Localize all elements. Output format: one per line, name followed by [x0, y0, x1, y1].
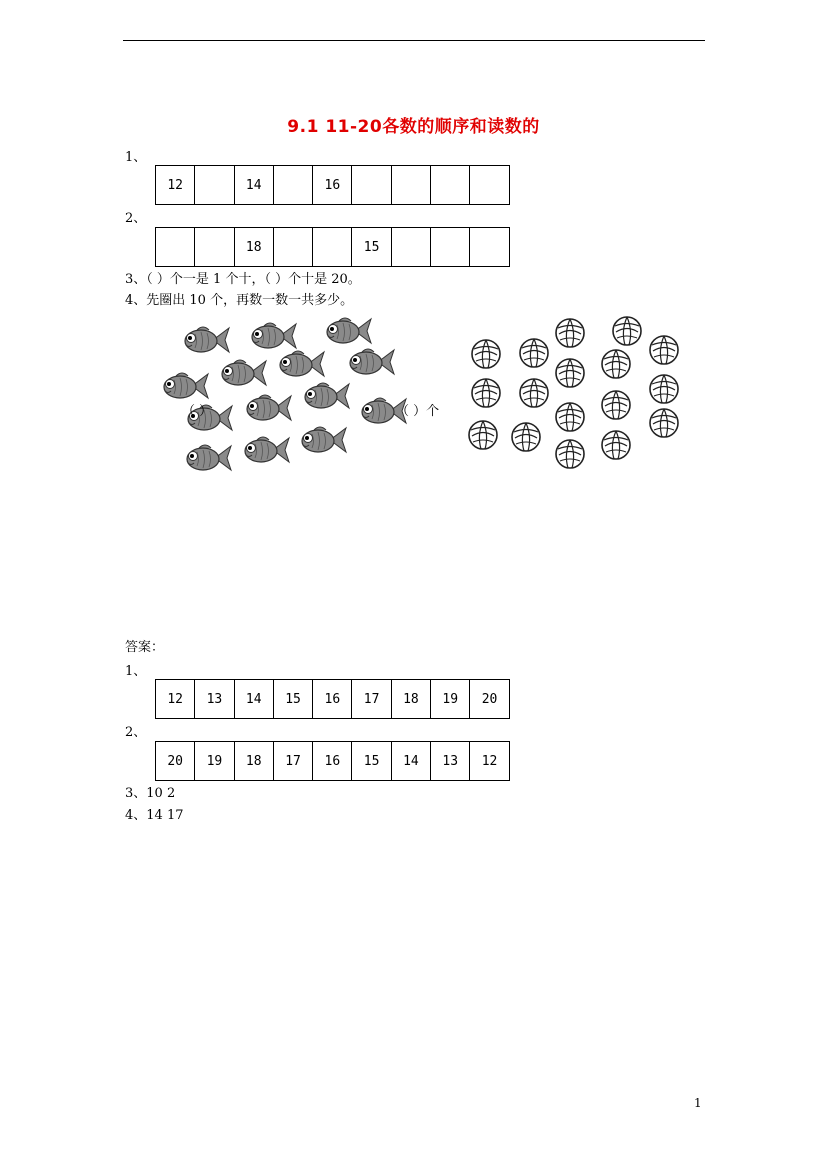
q1-cell: 12 [156, 166, 195, 205]
a3-text: 3、10 2 [125, 786, 176, 801]
a4-text: 4、14 17 [125, 808, 184, 823]
a2-number-grid [155, 741, 510, 781]
volleyball-icon [648, 373, 680, 405]
a1-number-grid [155, 679, 510, 719]
a1-cell: 14 [234, 680, 273, 719]
a2-cell: 18 [234, 742, 273, 781]
a2-cell: 12 [470, 742, 509, 781]
goldfish-icon [300, 422, 348, 458]
q2-cell [431, 228, 470, 267]
volleyball-icon [600, 389, 632, 421]
q3-text: 3、（ ）个一是 1 个十，（ ）个十是 20。 [125, 272, 361, 287]
q1-cell [470, 166, 509, 205]
volleyball-icon [554, 401, 586, 433]
a1-cell: 20 [470, 680, 509, 719]
q1-label: 1、 [125, 150, 147, 165]
q1-cell [273, 166, 312, 205]
a2-cell: 14 [391, 742, 430, 781]
q2-cell: 18 [234, 228, 273, 267]
a1-label: 1、 [125, 664, 147, 679]
volleyball-icon [554, 317, 586, 349]
q1-cell: 14 [234, 166, 273, 205]
ball-count-paren: （ ）个 [396, 404, 440, 419]
volleyball-icon [470, 377, 502, 409]
a2-cell: 20 [156, 742, 195, 781]
goldfish-icon [220, 355, 268, 391]
answers-heading: 答案： [125, 640, 165, 655]
q1-cell [195, 166, 234, 205]
q4-text: 4、先圈出 10 个，再数一数一共多少。 [125, 293, 354, 308]
goldfish-icon [303, 378, 351, 414]
q1-number-grid [155, 165, 510, 205]
volleyball-icon [518, 337, 550, 369]
q2-number-grid [155, 227, 510, 267]
page-title: 9.1 11-20各数的顺序和读数的 [287, 117, 540, 137]
q2-cell [391, 228, 430, 267]
fish-count-paren: （ ） [182, 404, 213, 419]
a2-cell: 13 [431, 742, 470, 781]
header-rule [123, 40, 705, 41]
volleyball-icon [554, 438, 586, 470]
volleyball-icon [648, 334, 680, 366]
goldfish-icon [245, 390, 293, 426]
a1-cell: 17 [352, 680, 391, 719]
a2-cell: 15 [352, 742, 391, 781]
volleyball-icon [467, 419, 499, 451]
q1-cell: 16 [313, 166, 352, 205]
a2-cell: 17 [273, 742, 312, 781]
volleyball-icon [600, 348, 632, 380]
a1-cell: 19 [431, 680, 470, 719]
volleyball-icon [600, 429, 632, 461]
volleyball-icon [510, 421, 542, 453]
q2-cell [273, 228, 312, 267]
a1-cell: 13 [195, 680, 234, 719]
volleyball-icon [554, 357, 586, 389]
volleyball-icon [648, 407, 680, 439]
goldfish-icon [348, 344, 396, 380]
a2-cell: 19 [195, 742, 234, 781]
q2-cell [156, 228, 195, 267]
q2-cell: 15 [352, 228, 391, 267]
q2-label: 2、 [125, 211, 147, 226]
goldfish-icon [278, 346, 326, 382]
a1-cell: 12 [156, 680, 195, 719]
volleyball-icon [611, 315, 643, 347]
q1-cell [391, 166, 430, 205]
a1-cell: 16 [313, 680, 352, 719]
volleyball-icon [470, 338, 502, 370]
q1-cell [352, 166, 391, 205]
q2-cell [313, 228, 352, 267]
goldfish-icon [162, 368, 210, 404]
goldfish-icon [243, 432, 291, 468]
a1-cell: 15 [273, 680, 312, 719]
goldfish-icon [183, 322, 231, 358]
a1-cell: 18 [391, 680, 430, 719]
q1-cell [431, 166, 470, 205]
a2-label: 2、 [125, 725, 147, 740]
q2-cell [470, 228, 509, 267]
volleyball-icon [518, 377, 550, 409]
q2-cell [195, 228, 234, 267]
a2-cell: 16 [313, 742, 352, 781]
page-number: 1 [694, 1096, 702, 1110]
goldfish-icon [185, 440, 233, 476]
